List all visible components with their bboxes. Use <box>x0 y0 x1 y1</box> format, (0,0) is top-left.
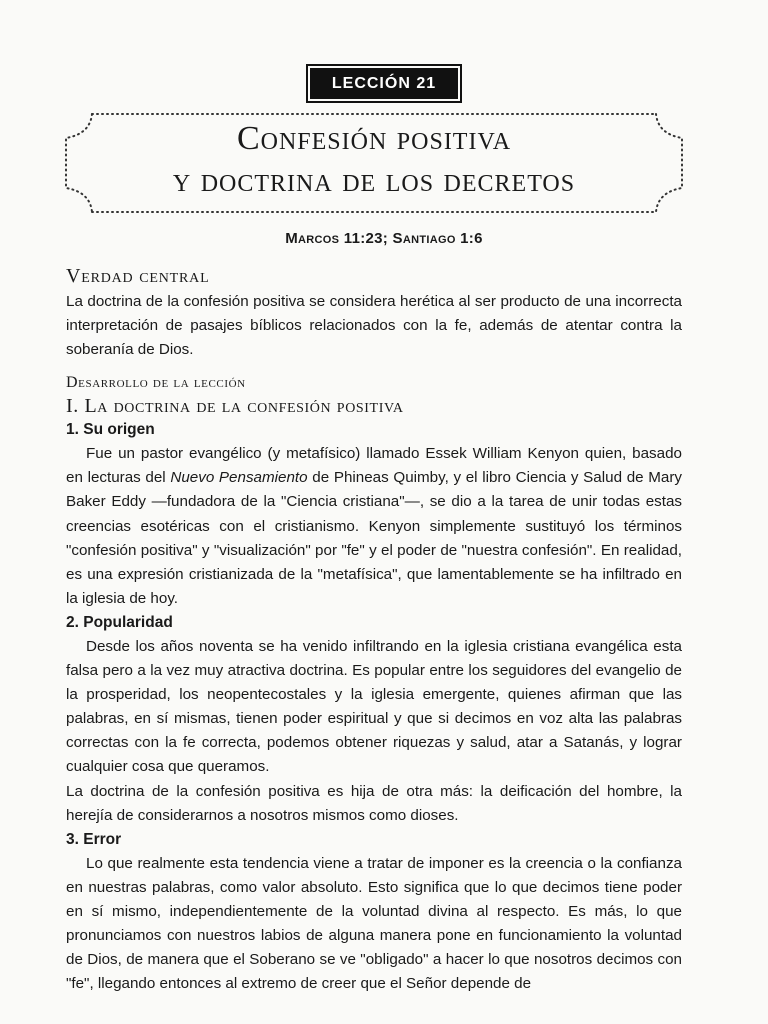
popularity-paragraph-1: Desde los años noventa se ha venido infiltrando en la iglesia cristiana evangélica esta falsa pero a la vez muy atractiva doctrina. Es popular entre los seguidores del evangelio de la prosperidad, los neopentecostales y la iglesia emergente, quienes afirman que las palabras, en sí mismas, tienen poder espiritual y que si decimos en voz alta las palabras correctas con la fe correcta, podemos obtener riquezas y salud, atar a Satanás, y lograr cualquier cosa que queramos. <box>66 637 682 776</box>
development-heading: Desarrollo de la lección <box>66 374 246 392</box>
origin-text-emphasis: Nuevo Pensamiento <box>170 469 308 487</box>
error-heading: 3. Error <box>66 830 122 848</box>
origin-heading: 1. Su origen <box>66 421 155 439</box>
title-line-2: y doctrina de los decretos <box>172 162 576 199</box>
scripture-reference: Marcos 11:23; Santiago 1:6 <box>285 230 483 247</box>
origin-text-a: Fue un pastor evangélico (y metafísico) llamado Essek William Kenyon quien, basado en lecturas del <box>66 445 682 487</box>
lesson-badge-wrap <box>0 64 768 103</box>
lesson-badge <box>306 64 462 103</box>
lesson-title <box>62 118 686 202</box>
origin-paragraph <box>66 442 682 611</box>
title-frame <box>62 108 686 218</box>
central-truth-text: La doctrina de la confesión positiva se considera herética al ser producto de una incorrecta interpretación de pasajes bíblicos relacionados con la fe, además de atentar contra la soberanía de Dios. <box>66 293 682 359</box>
origin-text-b: de Phineas Quimby, y el libro Ciencia y Salud de Mary Baker Eddy —fundadora de la "Ciencia cristiana"—, se dio a la tarea de unir todas estas creencias esotéricas con el cristianismo. Kenyon simplemente sustituyó los términos "confesión positiva" y "visualización" por "fe" y el poder de "nuestra confesión". En realidad, es una expresión cristianizada de la "metafísica", que lamentablemente se ha infiltrado en la iglesia de hoy. <box>66 469 683 607</box>
title-line-1: Confesión positiva <box>236 120 512 157</box>
popularity-heading: 2. Popularidad <box>66 613 173 631</box>
lesson-body <box>66 262 682 996</box>
popularity-paragraph-2: La doctrina de la confesión positiva es hija de otra más: la deificación del hombre, la herejía de considerarnos a nosotros mismos como dioses. <box>66 782 682 824</box>
error-paragraph: Lo que realmente esta tendencia viene a tratar de imponer es la creencia o la confianza en nuestras palabras, como valor absoluto. Esto significa que lo que decimos tiene poder en sí mismo, independientemente de la voluntad divina al respecto. Es más, lo que pronunciamos con nuestros labios de alguna manera pone en funcionamiento la voluntad de Dios, de manera que el Soberano se ve "obligado" a hacer lo que nosotros decimos con "fe", llegando entonces al extremo de creer que el Señor depende de <box>66 854 682 993</box>
lesson-number: LECCIÓN 21 <box>310 68 458 99</box>
central-truth-heading: Verdad central <box>66 265 210 287</box>
section-1-heading: I. La doctrina de la confesión positiva <box>66 395 404 418</box>
